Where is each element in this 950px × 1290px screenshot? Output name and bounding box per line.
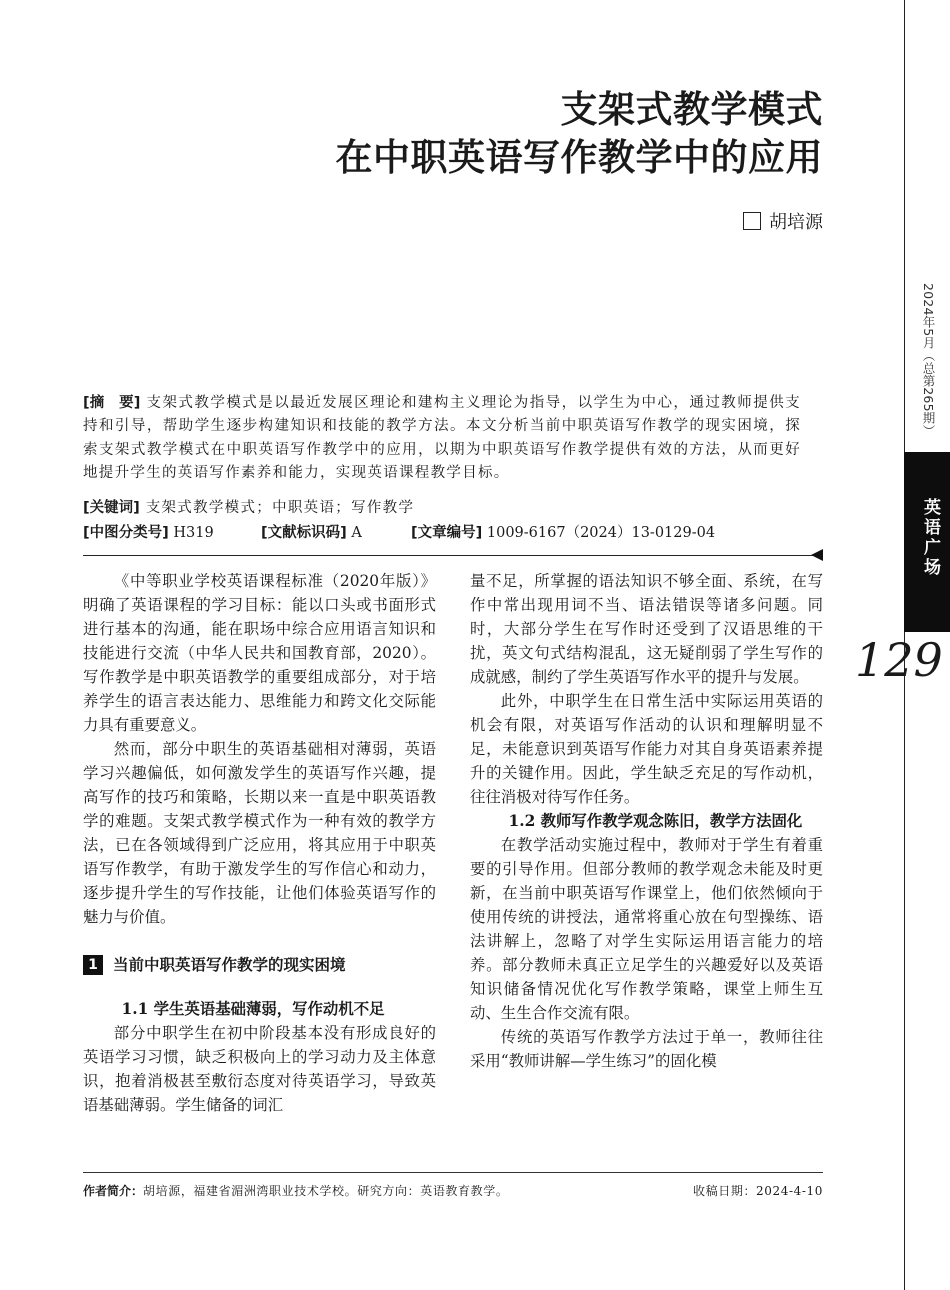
clc-value: H319 [173,525,214,541]
abstract-label: [摘 要] [83,395,141,411]
footer [83,1182,823,1199]
page-number: 129 [855,633,943,687]
author-bio: 胡培源，福建省湄洲湾职业技术学校。研究方向：英语教育教学。 [143,1184,509,1198]
classification-line [83,521,823,542]
paragraph: 然而，部分中职生的英语基础相对薄弱，英语学习兴趣偏低，如何激发学生的英语写作兴趣，提高写作的技巧和策略，长期以来一直是中职英语教学的难题。支架式教学模式作为一种有效的教学方法，已在各领域得到广泛应用，将其应用于中职英语写作教学，有助于激发学生的写作信心和动力，逐步提升学生的写作技能，让他们体验英语写作的魅力与价值。 [83,740,436,926]
section-label: 英语广场 [920,498,940,578]
doc-code-label: [文献标识码] [261,525,347,541]
subsection-heading: 1.2 教师写作教学观念陈旧，教学方法固化 [508,812,803,830]
paragraph: 量不足，所掌握的语法知识不够全面、系统，在写作中常出现用词不当、语法错误等诸多问题。同时，大部分学生在写作时还受到了汉语思维的干扰，英文句式结构混乱，这无疑削弱了学生写作的成就感，制约了学生英语写作水平的提升与发展。 [470,572,823,686]
subsection-heading: 1.1 学生英语基础薄弱，写作动机不足 [121,1000,385,1018]
author-name: 胡培源 [769,212,823,233]
abstract [83,392,801,485]
section-title: 当前中职英语写作教学的现实困境 [113,956,346,974]
section-tab [904,452,950,632]
received-date: 收稿日期：2024-4-10 [693,1184,823,1198]
paragraph: 在教学活动实施过程中，教师对于学生有着重要的引导作用。但部分教师的教学观念未能及时更新，在当前中职英语写作课堂上，他们依然倾向于使用传统的讲授法，通常将重心放在句型操练、语法讲解上，忽略了对学生实际运用语言能力的培养。部分教师未真正立足学生的兴趣爱好以及英语知识储备情况优化写作教学策略，课堂上师生互动、生生合作交流有限。 [470,836,823,1022]
body-column-2 [470,569,823,1073]
footer-divider [83,1172,823,1173]
clc-label: [中图分类号] [83,525,169,541]
paragraph: 部分中职学生在初中阶段基本没有形成良好的英语学习习惯，缺乏积极向上的学习动力及主体意识，抱着消极甚至敷衍态度对待英语学习，导致英语基础薄弱。学生储备的词汇 [83,1024,436,1114]
title-line-1: 支架式教学模式 [560,88,823,131]
body-column-1 [83,569,436,1117]
section-heading [83,953,436,977]
paragraph: 传统的英语写作教学方法过于单一，教师往往采用“教师讲解—学生练习”的固化模 [470,1028,823,1070]
author-line [743,208,823,234]
header-divider [83,555,813,556]
abstract-text: 支架式教学模式是以最近发展区理论和建构主义理论为指导，以学生为中心，通过教师提供支持和引导，帮助学生逐步构建知识和技能的教学方法。本文分析当前中职英语写作教学的现实困境，探索支架式教学模式在中职英语写作教学中的应用，以期为中职英语写作教学提供有效的方法，从而更好地提升学生的英语写作素养和能力，实现英语课程教学目标。 [83,395,801,481]
keywords-label: [关键词] [83,500,140,516]
paragraph: 《中等职业学校英语课程标准（2020年版）》明确了英语课程的学习目标：能以口头或书面形式进行基本的沟通，能在职场中综合应用语言知识和技能进行交流（中华人民共和国教育部，2020）。写作教学是中职英语教学的重要组成部分，对于培养学生的语言表达能力、思维能力和跨文化交际能力具有重要意义。 [83,572,436,734]
triangle-marker-icon [811,549,823,561]
author-bio-label: 作者简介： [83,1184,144,1198]
paragraph: 此外，中职学生在日常生活中实际运用英语的机会有限，对英语写作活动的认识和理解明显不足，未能意识到英语写作能力对其自身英语素养提升的关键作用。因此，学生缺乏充足的写作动机，往往消极对待写作任务。 [470,692,823,806]
article-number-label: [文章编号] [411,525,483,541]
section-number: 1 [83,955,103,975]
article-number-value: 1009-6167（2024）13-0129-04 [486,525,716,541]
square-icon [743,212,761,230]
issue-date: 2024年5月（总第265期） [921,283,936,438]
keywords-text: 支架式教学模式；中职英语；写作教学 [145,500,415,516]
title-line-2: 在中职英语写作教学中的应用 [335,136,823,179]
doc-code-value: A [351,525,362,541]
article-title [336,86,824,182]
keywords [83,496,414,517]
